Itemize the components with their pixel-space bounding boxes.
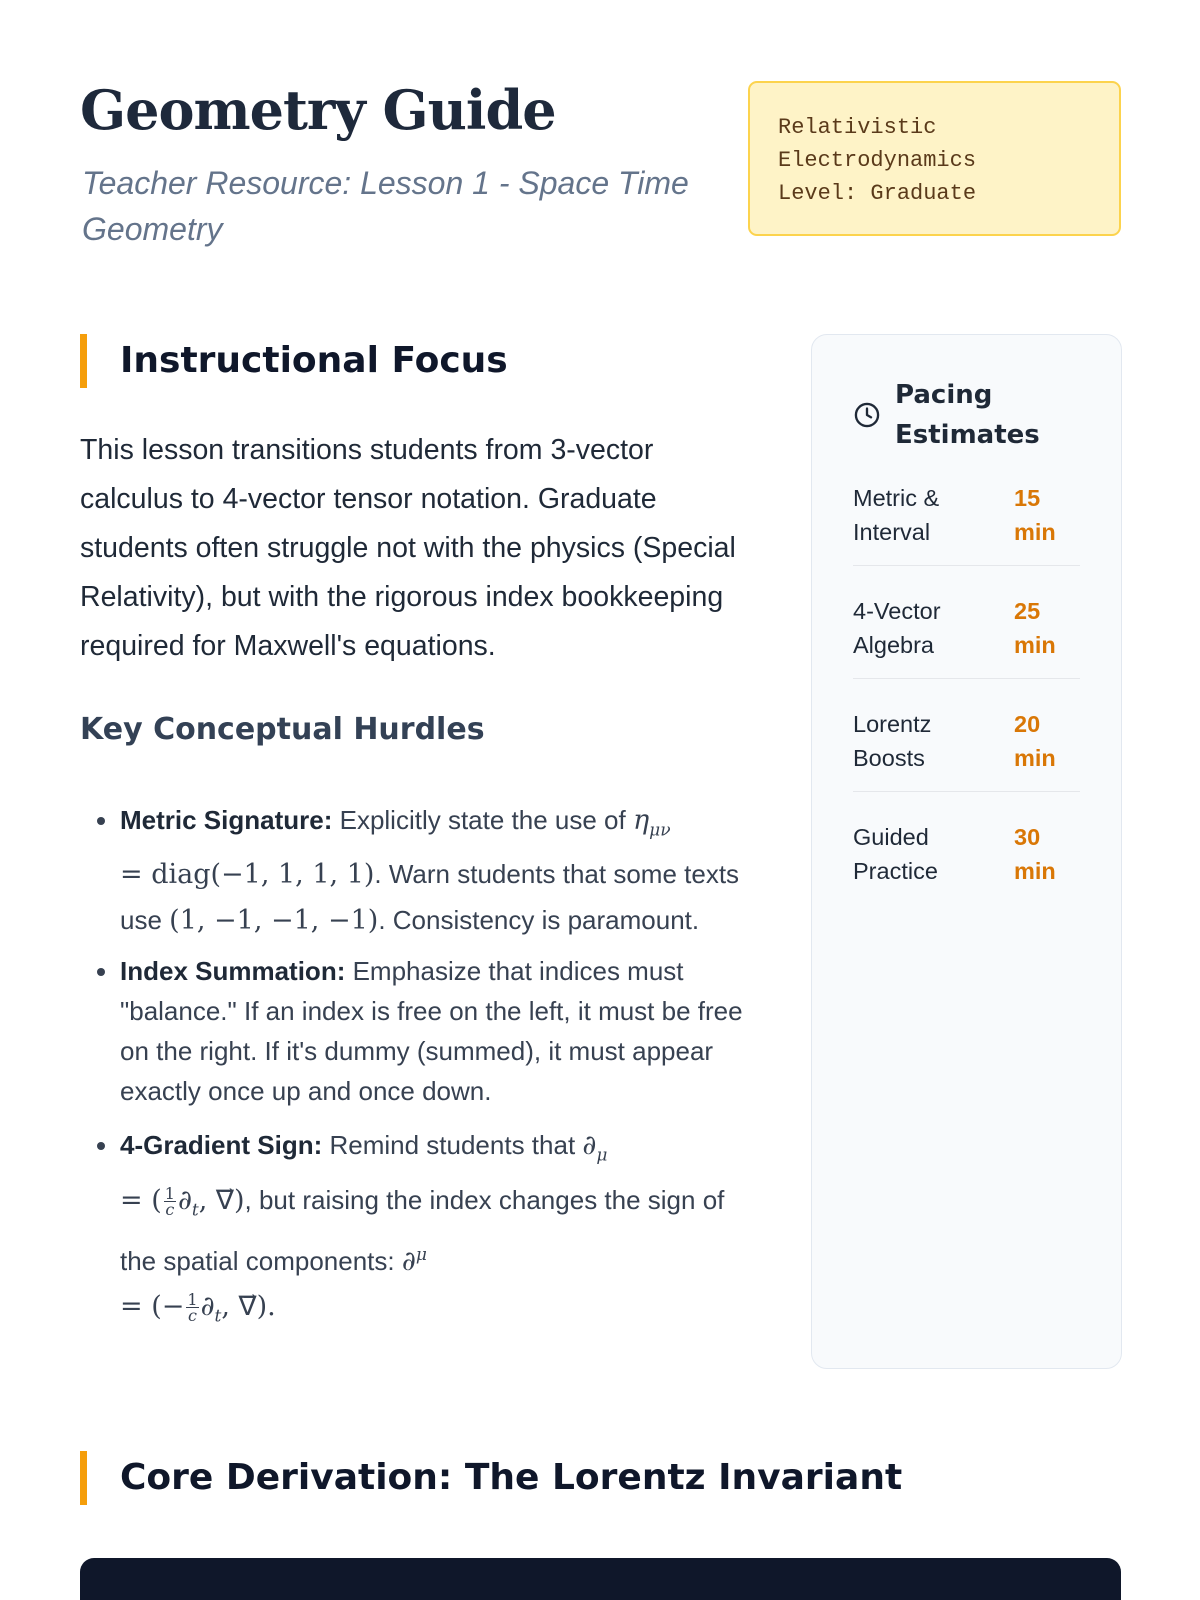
hurdle-lead: Index Summation: — [120, 956, 346, 987]
intro-paragraph: This lesson transitions students from 3-vector calculus to 4-vector tensor notation. Graduate students often struggle not with the physics (Special Relativity), but with the rigorous index bookkeeping required for Maxwell's equations. — [80, 434, 736, 662]
hurdle-lead: Metric Signature: — [120, 805, 333, 835]
course-level: Level: Graduate — [778, 181, 977, 206]
pacing-header — [853, 375, 1080, 455]
pacing-topic: Guided Practice — [853, 824, 938, 884]
math-partial-lower: $\partial_\mu$ — [582, 1130, 608, 1166]
hurdle-text: . Warn students that some texts use — [120, 859, 740, 936]
pacing-row — [853, 820, 1080, 904]
course-name-line1: Relativistic — [778, 115, 937, 140]
hurdle-lead: 4-Gradient Sign: — [120, 1130, 323, 1161]
hurdle-item-4-gradient-sign — [120, 1125, 760, 1341]
page-title: Geometry Guide — [80, 78, 556, 142]
derivation-code-block — [80, 1558, 1121, 1600]
hurdle-text: Remind students that — [322, 1130, 583, 1161]
math-fraction: $\frac{1}{c}$ — [187, 1290, 198, 1326]
math-gradient-lower: = ( $\frac{1}{c}$ $\partial_t$, ∇⃗) — [120, 1183, 245, 1221]
pacing-time: 15 min — [1014, 485, 1056, 545]
pacing-time: 25 min — [1014, 598, 1056, 658]
math-eta: $\eta_{\mu\nu}$ — [632, 805, 671, 841]
hurdle-item-index-summation — [120, 951, 760, 1111]
pacing-topic: Metric & Interval — [853, 485, 940, 545]
section-heading-core-derivation: Core Derivation: The Lorentz Invariant — [80, 1451, 902, 1505]
pacing-row — [853, 594, 1080, 679]
clock-icon — [853, 401, 881, 429]
page-subtitle: Teacher Resource: Lesson 1 - Space Time Geometry — [82, 165, 689, 247]
hurdle-text: , but raising the index changes the sign of the spatial components: — [120, 1184, 725, 1277]
pacing-title: Pacing Estimates — [895, 380, 1040, 450]
math-alt-metric: (1, −1, −1, −1) — [169, 905, 379, 937]
pacing-row — [853, 707, 1080, 792]
hurdle-text: Explicitly state the use of — [332, 805, 633, 835]
pacing-topic: 4-Vector Algebra — [853, 598, 941, 658]
hurdle-text: Emphasize that indices must "balance." If an index is free on the left, it must be free on the right. If it's dummy (summed), it must appear exactly once up and once down. — [120, 956, 743, 1107]
pacing-time: 20 min — [1014, 711, 1056, 771]
math-fraction: $\frac{1}{c}$ — [164, 1183, 175, 1219]
course-name-line2: Electrodynamics — [778, 148, 977, 173]
course-level-box — [748, 81, 1121, 236]
pacing-time: 30 min — [1014, 824, 1056, 884]
hurdles-heading: Key Conceptual Hurdles — [80, 712, 485, 747]
hurdles-list — [80, 800, 760, 1342]
hurdle-item-metric-signature — [120, 800, 760, 941]
pacing-row — [853, 481, 1080, 566]
math-gradient-upper: = (− $\frac{1}{c}$ $\partial_t$, ∇⃗). — [120, 1290, 276, 1327]
hurdle-text: . Consistency is paramount. — [378, 905, 700, 936]
section-heading-instructional-focus: Instructional Focus — [80, 334, 508, 388]
pacing-estimates-card — [811, 334, 1122, 1369]
math-partial-upper: ∂$^\mu$ — [401, 1245, 427, 1278]
pacing-topic: Lorentz Boosts — [853, 711, 932, 771]
math-diag-metric: = diag(−1, 1, 1, 1) — [120, 859, 375, 891]
